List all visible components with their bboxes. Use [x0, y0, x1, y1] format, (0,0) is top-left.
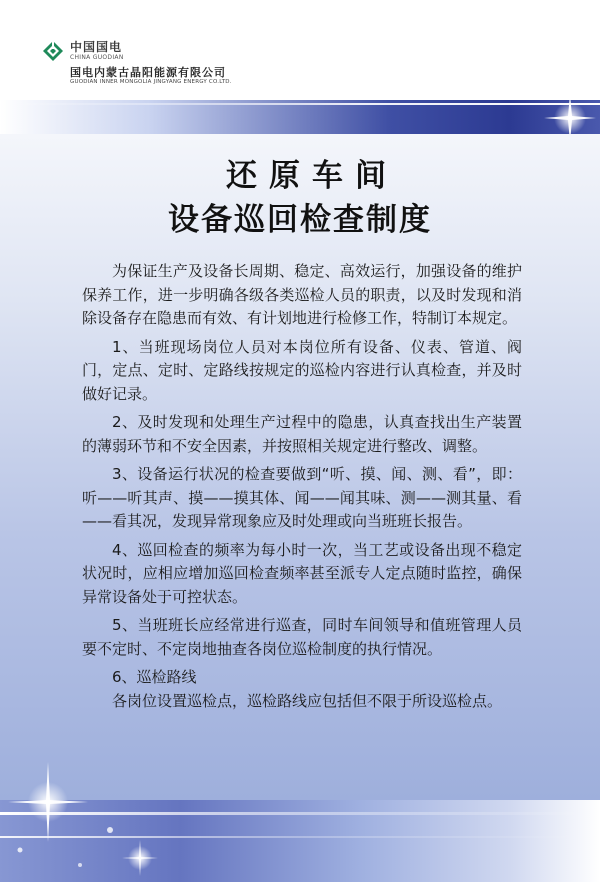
regulation-body: [82, 260, 522, 718]
company-name-en: GUODIAN INNER MONGOLIA JINGYANG ENERGY CO.LTD.: [70, 79, 232, 85]
header: [0, 0, 600, 100]
title-line-1: 还原车间: [226, 158, 398, 194]
top-decorative-band: [0, 100, 600, 134]
paragraph-4: 4、巡回检查的频率为每小时一次，当工艺或设备出现不稳定状况时，应相应增加巡回检查频率甚至派专人定点随时监控，确保异常设备处于可控状态。: [82, 540, 522, 606]
paragraph-2: 2、及时发现和处理生产过程中的隐患，认真查找出生产装置的薄弱环节和不安全因素，并按照相关规定进行整改、调整。: [82, 413, 522, 455]
paragraph-intro: 为保证生产及设备长周期、稳定、高效运行，加强设备的维护保养工作，进一步明确各级各类巡检人员的职责，以及时发现和消除设备存在隐患而有效、有计划地进行检修工作，特制订本规定。: [82, 262, 522, 327]
brand-name-en: CHINA GUODIAN: [70, 54, 124, 61]
title-line-2: 设备巡回检查制度: [168, 202, 432, 238]
sparkle-icon: [0, 740, 200, 882]
top-band-highlight: [0, 103, 600, 105]
paragraph-6-heading: 6、巡检路线: [112, 668, 197, 686]
company-name-cn: 国电内蒙古晶阳能源有限公司: [70, 66, 226, 79]
paragraph-3: 3、设备运行状况的检查要做到“听、摸、闻、测、看”，即：听——听其声、摸——摸其体、闻——闻其味、测——测其量、看——看其况，发现异常现象应及时处理或向当班班长报告。: [82, 465, 522, 530]
paragraph-1: 1、当班现场岗位人员对本岗位所有设备、仪表、管道、阀门，定点、定时、定路线按规定的巡检内容进行认真检查，并及时做好记录。: [82, 337, 522, 403]
paragraph-5: 5、当班班长应经常进行巡查，同时车间领导和值班管理人员要不定时、不定岗地抽查各岗位巡检制度的执行情况。: [82, 616, 522, 658]
paragraph-6-content: 各岗位设置巡检点，巡检路线应包括但不限于所设巡检点。: [112, 691, 503, 710]
guodian-logo-icon: [42, 40, 64, 62]
brand-name-cn: 中国国电: [70, 40, 123, 54]
